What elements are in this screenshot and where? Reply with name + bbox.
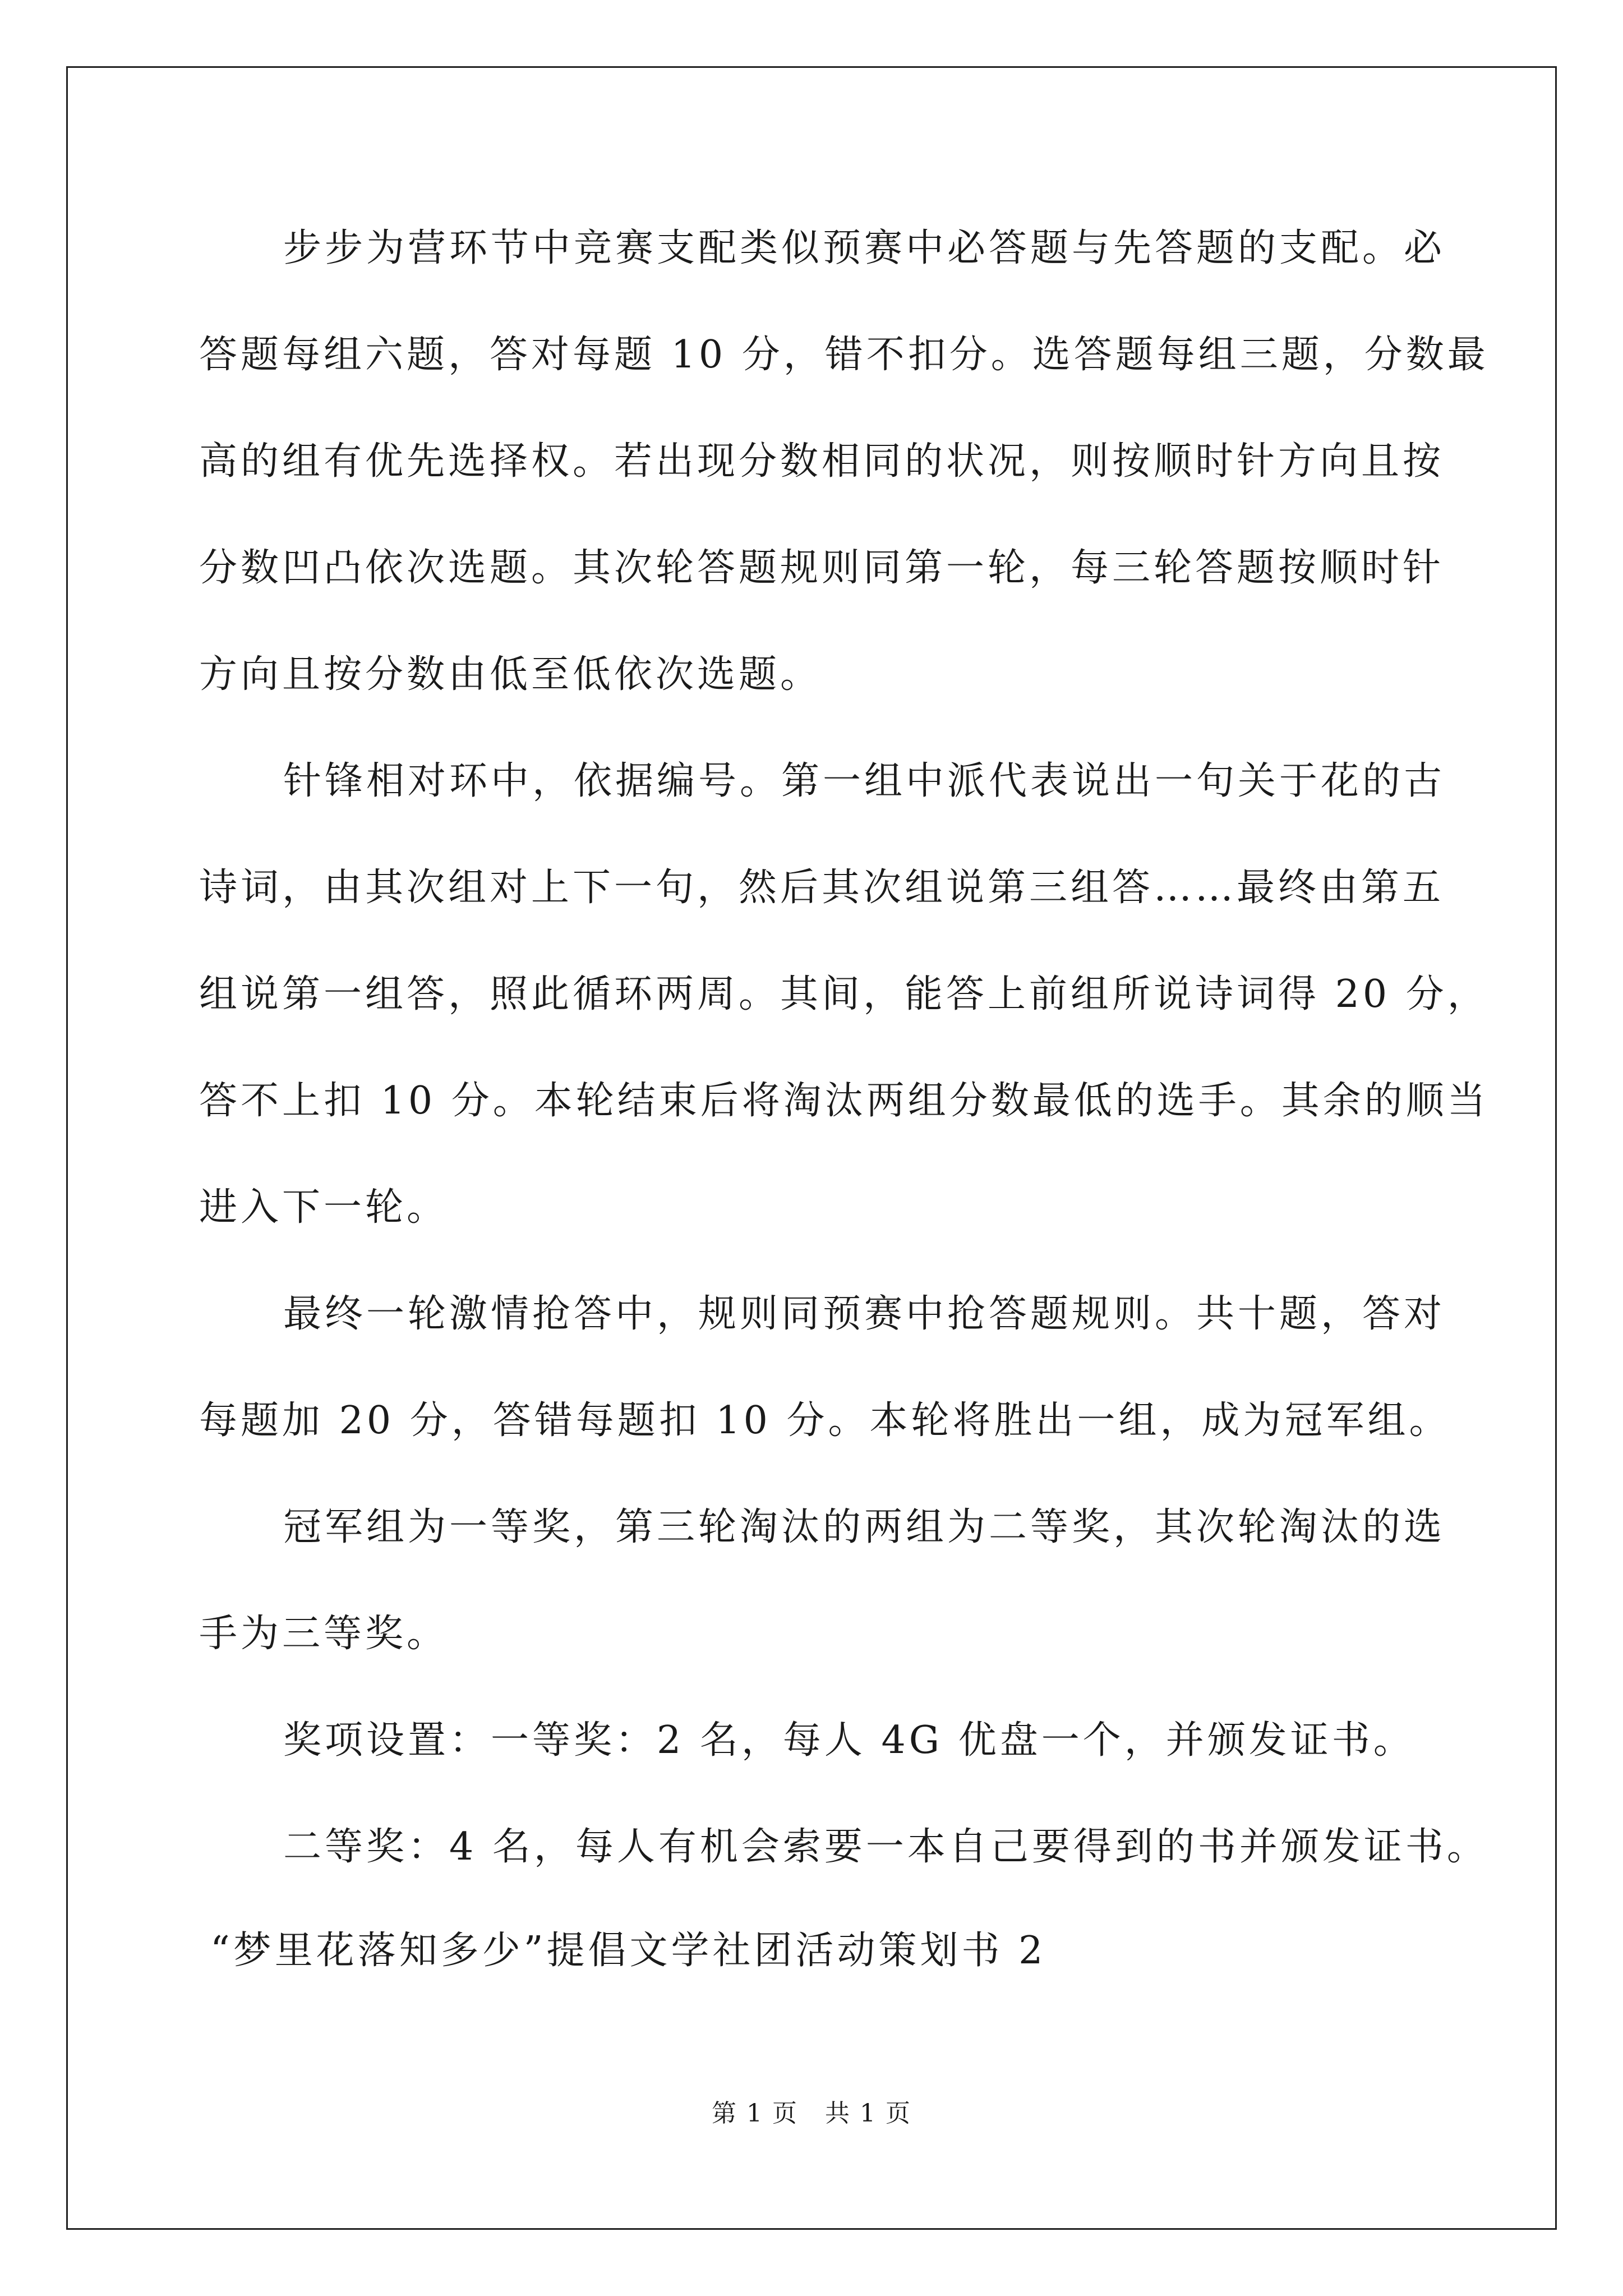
text-line: 分数凹凸依次选题。其次轮答题规则同第一轮，每三轮答题按顺时针 <box>199 546 1445 590</box>
text-line: 诗词，由其次组对上下一句，然后其次组说第三组答……最终由第五 <box>199 866 1445 910</box>
text-line: 答题每组六题，答对每题 10 分，错不扣分。选答题每组三题，分数最 <box>199 333 1489 377</box>
section-heading: “梦里花落知多少”提倡文学社团活动策划书 2 <box>210 1929 1046 1973</box>
text-line: 高的组有优先选择权。若出现分数相同的状况，则按顺时针方向且按 <box>199 439 1445 484</box>
text-line: 针锋相对环中，依据编号。第一组中派代表说出一句关于花的古 <box>283 759 1446 803</box>
text-line: 组说第一组答，照此循环两周。其间，能答上前组所说诗词得 20 分， <box>199 972 1489 1016</box>
page-border <box>66 66 1557 2230</box>
text-line: 方向且按分数由低至低依次选题。 <box>199 652 822 697</box>
text-line: 最终一轮激情抢答中，规则同预赛中抢答题规则。共十题，答对 <box>283 1292 1446 1336</box>
text-line: 手为三等奖。 <box>199 1612 449 1656</box>
page-footer <box>0 2097 1623 2131</box>
text-line: 进入下一轮。 <box>199 1185 449 1230</box>
text-line: 冠军组为一等奖，第三轮淘汰的两组为二等奖，其次轮淘汰的选 <box>283 1505 1446 1549</box>
text-line: 答不上扣 10 分。本轮结束后将淘汰两组分数最低的选手。其余的顺当 <box>199 1079 1489 1123</box>
text-line: 步步为营环节中竞赛支配类似预赛中必答题与先答题的支配。必 <box>283 226 1446 270</box>
text-line: 奖项设置：一等奖：2 名，每人 4G 优盘一个，并颁发证书。 <box>283 1718 1415 1763</box>
text-line: 每题加 20 分，答错每题扣 10 分。本轮将胜出一组，成为冠军组。 <box>199 1398 1451 1443</box>
page-number: 第 1 页 <box>712 2099 798 2128</box>
text-line: 二等奖：4 名，每人有机会索要一本自己要得到的书并颁发证书。 <box>283 1825 1488 1869</box>
page-total: 共 1 页 <box>825 2099 911 2128</box>
